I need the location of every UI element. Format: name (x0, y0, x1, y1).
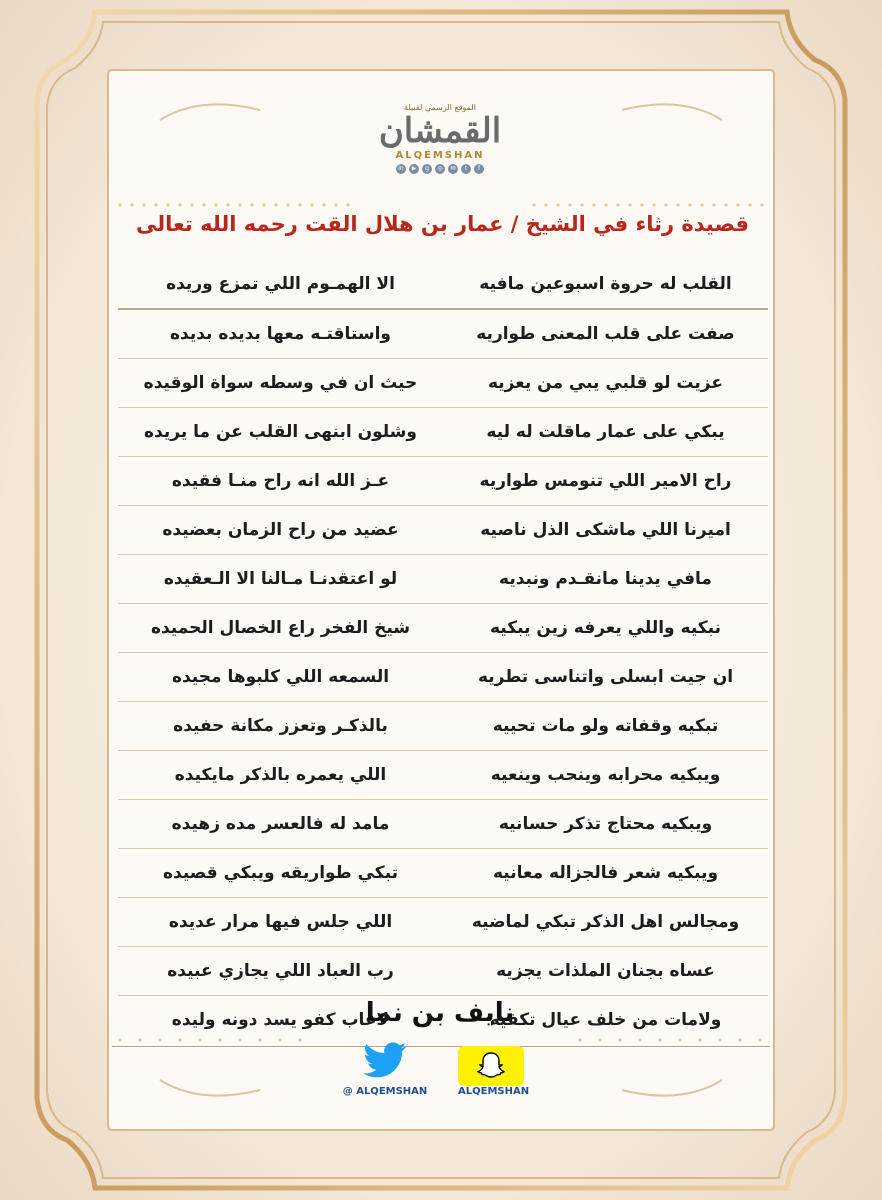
instagram-icon: ◎ (435, 164, 445, 174)
linkedin-icon: in (396, 164, 406, 174)
verse-second-half: حيث ان في وسطه سواة الوقيده (143, 373, 418, 393)
verse-second-half: وشلون ابنهى القلب عن ما يريده (144, 422, 417, 442)
verse-first-half: ويبكيه محرابه وينحب وينعيه (490, 765, 721, 785)
verse-row (118, 604, 768, 653)
verse-row (118, 310, 768, 359)
email-icon: ✉ (448, 164, 458, 174)
verse-row (118, 506, 768, 555)
verse-second-half: لاغاب كفو يسد دونه وليده (171, 1010, 390, 1030)
verse-first-half: عساه بجنان الملذات يجزيه (496, 961, 715, 981)
verse-second-half: تبكي طواريقه ويبكي قصيده (162, 863, 399, 883)
facebook-icon: f (474, 164, 484, 174)
verse-first-half: راح الامير اللي تنومس طواريه (479, 471, 732, 491)
verse-second-half: شيخ الفخر راع الخصال الحميده (150, 618, 411, 638)
logo-social-icons (365, 164, 515, 174)
verse-second-half: رب العباد اللي يجازي عبيده (167, 961, 394, 981)
verse-row (118, 947, 768, 996)
verse-second-half: مامد له فالعسر مده زهيده (171, 814, 390, 834)
snapchat-code[interactable] (458, 1046, 524, 1086)
verse-second-half: اللي يعمره بالذكر مايكيده (174, 765, 387, 785)
verse-second-half: عضيد من راح الزمان بعضيده (162, 520, 399, 540)
verse-first-half: ويبكيه محتاج تذكر حسانيه (498, 814, 713, 834)
verse-second-half: لو اعتقدنـا مـالنا الا الـعقيده (163, 569, 398, 589)
snapchat-handle[interactable]: ALQEMSHAN (458, 1086, 530, 1097)
verse-first-half: صفت على قلب المعنى طواريه (476, 324, 735, 344)
twitter-bird-icon[interactable] (360, 1042, 410, 1082)
verse-second-half: اللي جلس فيها مرار عديده (168, 912, 393, 932)
verse-first-half: تبكيه وقفاته ولو مات تحييه (492, 716, 719, 736)
verse-second-half: بالذكـر وتعزز مكانة حفيده (173, 716, 388, 736)
verse-first-half: عزيت لو قلبي يبي من يعزيه (487, 373, 723, 393)
logo-tagline: الموقع الرسمي لقبيلة (404, 103, 476, 112)
verse-first-half: ويبكيه شعر فالجزاله معانيه (492, 863, 719, 883)
verse-row (118, 800, 768, 849)
logo-latin: ALQEMSHAN (395, 150, 485, 161)
verse-row (118, 457, 768, 506)
site-logo (365, 103, 515, 193)
verse-first-half: ولامات من خلف عيال تكفيه (489, 1010, 722, 1030)
verse-first-half: اميرنا اللي ماشكى الذل ناصيه (480, 520, 731, 540)
logo-name: القمشان (378, 111, 502, 151)
divider (112, 1046, 770, 1047)
verse-row (118, 359, 768, 408)
verse-first-half: ان جيت ابسلى واتناسى تطريه (477, 667, 734, 687)
verse-first-half: ومجالس اهل الذكر تبكي لماضيه (471, 912, 740, 932)
verse-row (118, 260, 768, 310)
poem-title: قصيدة رثاء في الشيخ / عمار بن هلال القت رحمه الله تعالى (136, 212, 749, 236)
verse-row (118, 751, 768, 800)
poem-verses (118, 260, 768, 1044)
snapchat-ghost-icon (474, 1049, 508, 1083)
google-plus-icon: g (422, 164, 432, 174)
verse-row (118, 702, 768, 751)
verse-first-half: مافي يدينا مانقـدم ونبديه (499, 569, 712, 589)
verse-row (118, 408, 768, 457)
youtube-icon: ▶ (409, 164, 419, 174)
poet-name: نايف بن نما (365, 998, 515, 1028)
verse-first-half: القلب له حروة اسبوعين مافيه (479, 274, 732, 294)
verse-second-half: الا الهمـوم اللي تمزع وريده (166, 274, 395, 294)
verse-second-half: واستاقتـه معها بديده بديده (170, 324, 391, 344)
verse-second-half: السمعه اللي كلبوها مجيده (171, 667, 390, 687)
verse-first-half: نبكيه واللي يعرفه زين يبكيه (490, 618, 721, 638)
verse-row (118, 653, 768, 702)
verse-row (118, 898, 768, 947)
verse-row (118, 849, 768, 898)
verse-second-half: عـز الله انه راح منـا فقيده (171, 471, 390, 491)
twitter-icon: t (461, 164, 471, 174)
verse-first-half: يبكي على عمار ماقلت له ليه (486, 422, 725, 442)
verse-row (118, 555, 768, 604)
twitter-handle[interactable]: @ ALQEMSHAN (342, 1086, 428, 1097)
